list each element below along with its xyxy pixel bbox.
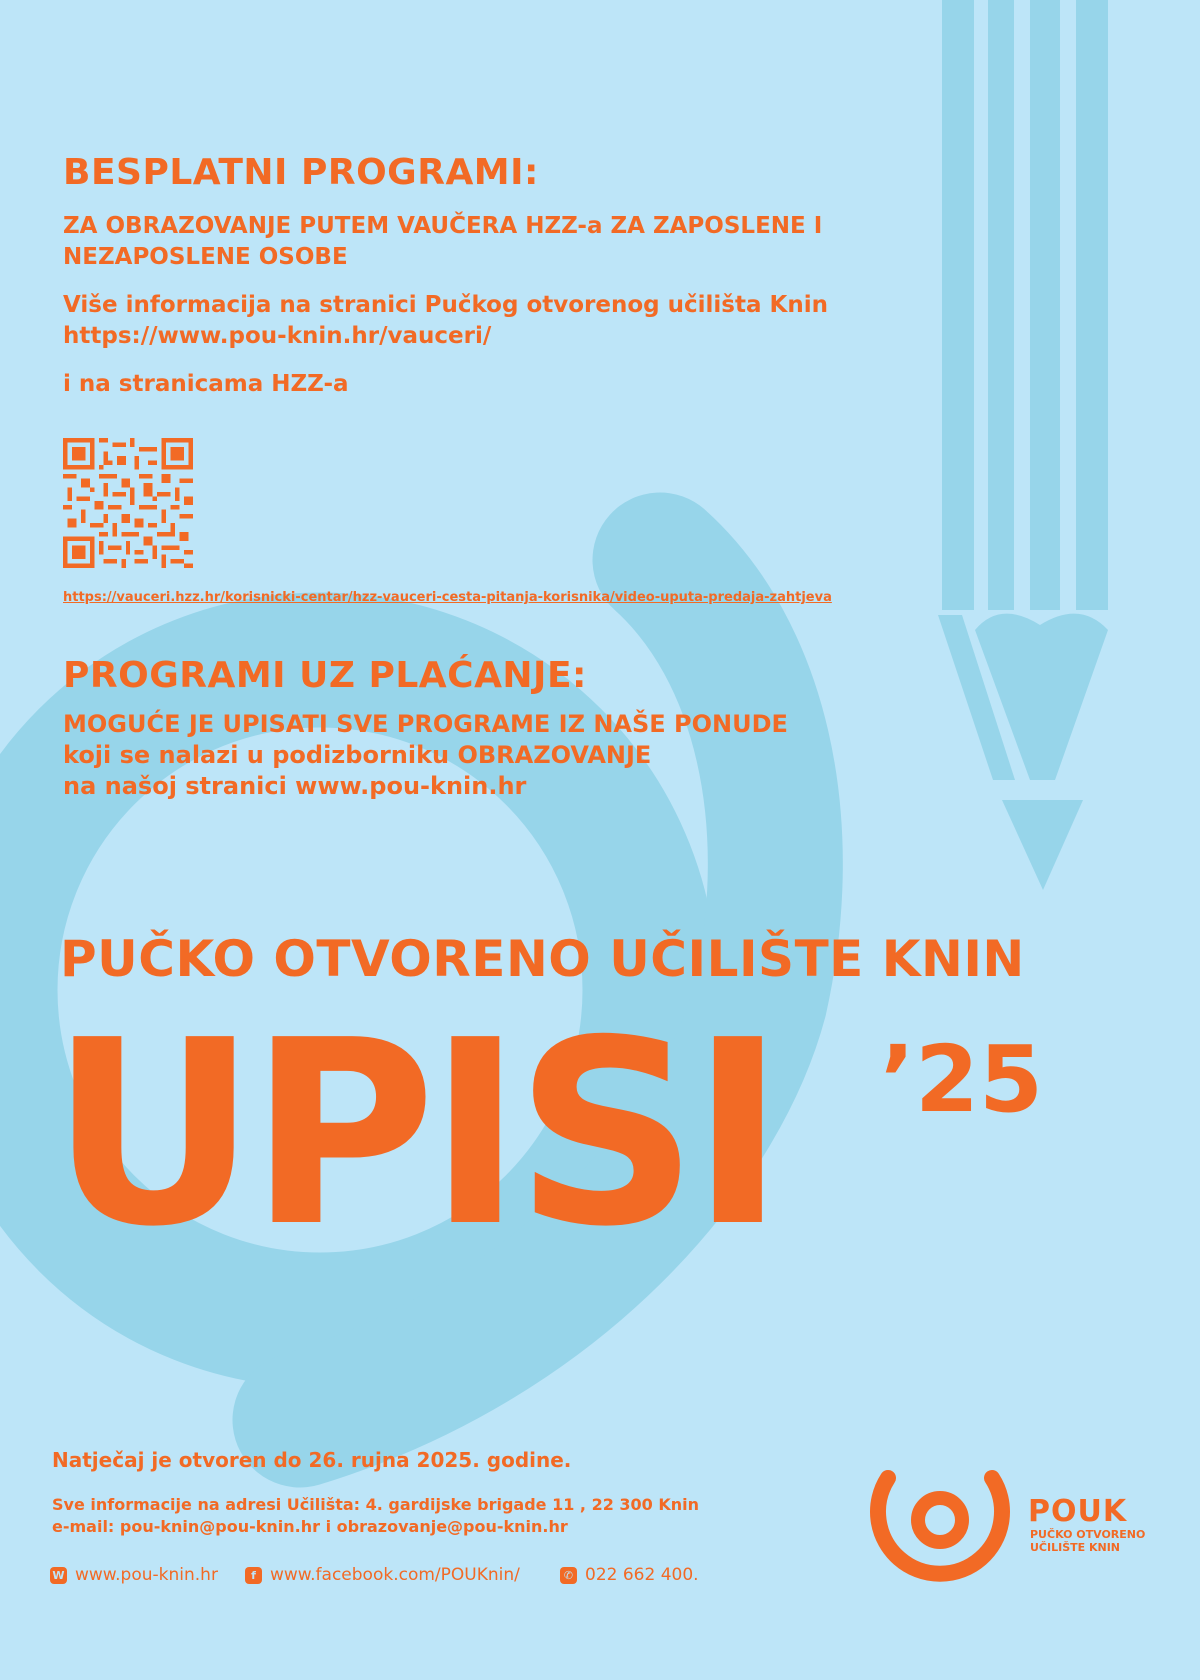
qr-code-icon[interactable]	[63, 438, 193, 568]
logo-subtitle	[1030, 1528, 1145, 1554]
facebook-icon: f	[245, 1567, 262, 1584]
paid-programs-heading: PROGRAMI UZ PLAĆANJE:	[63, 655, 587, 696]
logo-subtitle-line2: UČILIŠTE KNIN	[1030, 1541, 1120, 1554]
vouchers-page-link[interactable]: https://www.pou-knin.hr/vauceri/	[63, 323, 492, 349]
pencil-icon	[938, 0, 1108, 890]
logo-subtitle-line1: PUČKO OTVORENO	[1030, 1528, 1146, 1541]
free-programs-heading: BESPLATNI PROGRAMI:	[63, 152, 539, 193]
phone-number[interactable]: 022 662 400.	[585, 1565, 699, 1585]
address-line: Sve informacije na adresi Učilišta: 4. gardijske brigade 11 , 22 300 Knin	[52, 1495, 700, 1514]
logo-name: POUK	[1028, 1494, 1128, 1529]
phone-contact[interactable]	[560, 1565, 699, 1585]
institution-name: PUČKO OTVORENO UČILIŠTE KNIN	[60, 930, 1025, 988]
free-programs-info-line1: Više informacija na stranici Pučkog otvorenog učilišta Knin	[63, 292, 828, 318]
address-block	[52, 1494, 699, 1538]
free-programs-subheading-line2: NEZAPOSLENE OSOBE	[63, 244, 348, 270]
facebook-link[interactable]: www.facebook.com/POUKnin/	[270, 1565, 520, 1585]
web-icon: W	[50, 1567, 67, 1584]
website-contact[interactable]	[50, 1565, 218, 1585]
paid-programs-line1: MOGUĆE JE UPISATI SVE PROGRAME IZ NAŠE PONUDE	[63, 710, 788, 738]
free-programs-subheading-line1: ZA OBRAZOVANJE PUTEM VAUČERA HZZ-a ZA ZAPOSLENE I	[63, 213, 823, 239]
paid-programs-line3: na našoj stranici www.pou-knin.hr	[63, 772, 527, 800]
poster-title: UPISI	[50, 986, 778, 1283]
free-programs-subheading	[63, 211, 923, 273]
phone-icon: ✆	[560, 1567, 577, 1584]
contacts-row	[50, 1565, 770, 1591]
poster-year: ’25	[880, 1026, 1043, 1133]
hzz-video-guide-link[interactable]: https://vauceri.hzz.hr/korisnicki-centar/hzz-vauceri-cesta-pitanja-korisnika/video-uputa-predaja-zahtjeva	[63, 590, 832, 605]
facebook-contact[interactable]	[245, 1565, 520, 1585]
paid-programs-line2: koji se nalazi u podizborniku OBRAZOVANJE	[63, 741, 652, 769]
free-programs-hzz-note: i na stranicama HZZ-a	[63, 371, 349, 397]
paid-programs-text	[63, 709, 788, 802]
website-link[interactable]: www.pou-knin.hr	[75, 1565, 218, 1585]
deadline-text: Natječaj je otvoren do 26. rujna 2025. godine.	[52, 1448, 572, 1472]
email-line: e-mail: pou-knin@pou-knin.hr i obrazovanje@pou-knin.hr	[52, 1517, 568, 1536]
free-programs-info	[63, 290, 963, 352]
